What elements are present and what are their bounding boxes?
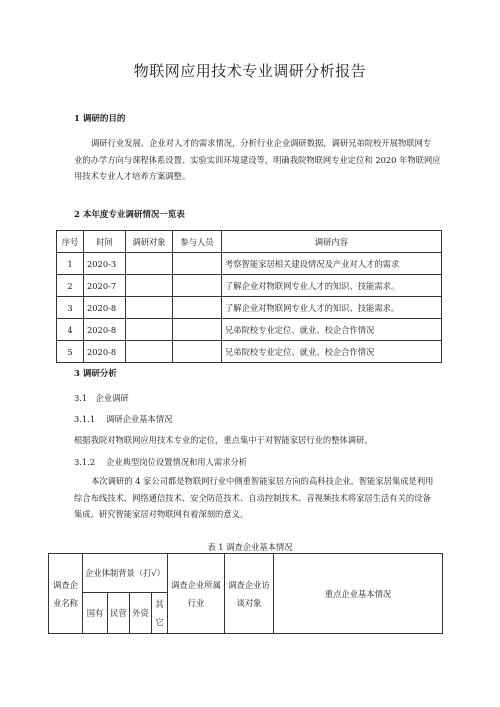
table-row bbox=[57, 253, 442, 275]
cell-participants bbox=[173, 297, 222, 319]
subheader-other: 其它 bbox=[152, 593, 168, 634]
subheader-foreign: 外资 bbox=[130, 593, 152, 634]
header-target: 调研对象 bbox=[126, 231, 173, 253]
header-participants: 参与人员 bbox=[173, 231, 222, 253]
cell-participants bbox=[173, 341, 222, 363]
cell-target bbox=[126, 341, 173, 363]
header-enterprise-name: 调查企业名称 bbox=[49, 554, 83, 634]
section-3-1-2-line-2: 综合布线技术、网络通信技术、安全防范技术、自动控制技术、音视频技术将家居生活有关的设备 bbox=[74, 492, 431, 503]
survey-table-header-row bbox=[57, 231, 442, 253]
section-1-line-1: 调研行业发展、企业对人才的需求情况，分析行业企业调研数据，调研兄弟院校开展物联网专 bbox=[91, 138, 432, 148]
section-3-1-heading: 3.1 企业调研 bbox=[74, 393, 129, 403]
cell-participants bbox=[173, 253, 222, 275]
header-index: 序号 bbox=[57, 231, 84, 253]
header-key-info: 重点企业基本情况 bbox=[274, 554, 443, 634]
cell-time: 2020-8 bbox=[84, 297, 126, 319]
header-interviewee: 调查企业访谈对象 bbox=[225, 554, 274, 634]
subheader-private: 民营 bbox=[108, 593, 130, 634]
section-3-1-2-heading: 3.1.2 企业典型岗位设置情况和用人需求分析 bbox=[74, 457, 248, 467]
cell-index: 3 bbox=[57, 297, 84, 319]
header-industry: 调查企业所属行业 bbox=[168, 554, 225, 634]
section-3-1-1-heading: 3.1.1 调研企业基本情况 bbox=[74, 414, 173, 424]
cell-index: 1 bbox=[57, 253, 84, 275]
cell-target bbox=[126, 253, 173, 275]
page-title: 物联网应用技术专业调研分析报告 bbox=[133, 62, 367, 80]
table-row bbox=[57, 319, 442, 341]
survey-table bbox=[56, 230, 442, 363]
header-content: 调研内容 bbox=[222, 231, 442, 253]
enterprise-table bbox=[48, 553, 443, 634]
section-1-line-3: 用技术专业人才培养方案调整。 bbox=[74, 171, 191, 181]
cell-index: 4 bbox=[57, 319, 84, 341]
cell-target bbox=[126, 297, 173, 319]
section-3-heading: 3 调研分析 bbox=[74, 369, 117, 379]
table-1-caption: 表 1 调查企业基本情况 bbox=[207, 542, 293, 552]
cell-time: 2020-8 bbox=[84, 319, 126, 341]
cell-index: 2 bbox=[57, 275, 84, 297]
section-1-paragraph bbox=[74, 135, 444, 185]
header-enterprise-system: 企业体制背景（打√） bbox=[83, 554, 168, 593]
section-3-1-2-paragraph bbox=[74, 473, 444, 523]
table-row bbox=[57, 341, 442, 363]
section-1-line-2: 业的办学方向与课程体系设置、实验实训环境建设等，明确我院物联网专业定位和 2020 年物联网应 bbox=[74, 154, 441, 165]
section-1-heading: 1 调研的目的 bbox=[74, 114, 126, 124]
section-3-1-1-paragraph: 根据我院对物联网应用技术专业的定位，重点集中于对智能家居行业的整体调研。 bbox=[74, 435, 373, 445]
enterprise-table-header-row bbox=[49, 554, 443, 593]
table-row bbox=[57, 275, 442, 297]
section-2-heading: 2 本年度专业调研情况一览表 bbox=[74, 210, 185, 220]
cell-content: 兄弟院校专业定位、就业、校企合作情况 bbox=[222, 319, 442, 341]
cell-target bbox=[126, 275, 173, 297]
cell-target bbox=[126, 319, 173, 341]
cell-time: 2020-8 bbox=[84, 341, 126, 363]
cell-content: 了解企业对物联网专业人才的知识、技能需求。 bbox=[222, 275, 442, 297]
cell-participants bbox=[173, 319, 222, 341]
cell-content: 兄弟院校专业定位、就业、校企合作情况 bbox=[222, 341, 442, 363]
section-3-1-2-line-1: 本次调研的 4 家公司都是物联网行业中侧重智能家居方向的高科技企业。智能家居集成是利用 bbox=[91, 476, 434, 486]
cell-time: 2020-3 bbox=[84, 253, 126, 275]
header-time: 时间 bbox=[84, 231, 126, 253]
table-row bbox=[57, 297, 442, 319]
cell-content: 了解企业对物联网专业人才的知识、技能需求。 bbox=[222, 297, 442, 319]
cell-index: 5 bbox=[57, 341, 84, 363]
subheader-state-owned: 国有 bbox=[83, 593, 108, 634]
cell-content: 考察智能家居相关建设情况及产业对人才的需求 bbox=[222, 253, 442, 275]
cell-time: 2020-7 bbox=[84, 275, 126, 297]
cell-participants bbox=[173, 275, 222, 297]
section-3-1-2-line-3: 集成。研究智能家居对物联网有着深刻的意义。 bbox=[74, 509, 249, 519]
